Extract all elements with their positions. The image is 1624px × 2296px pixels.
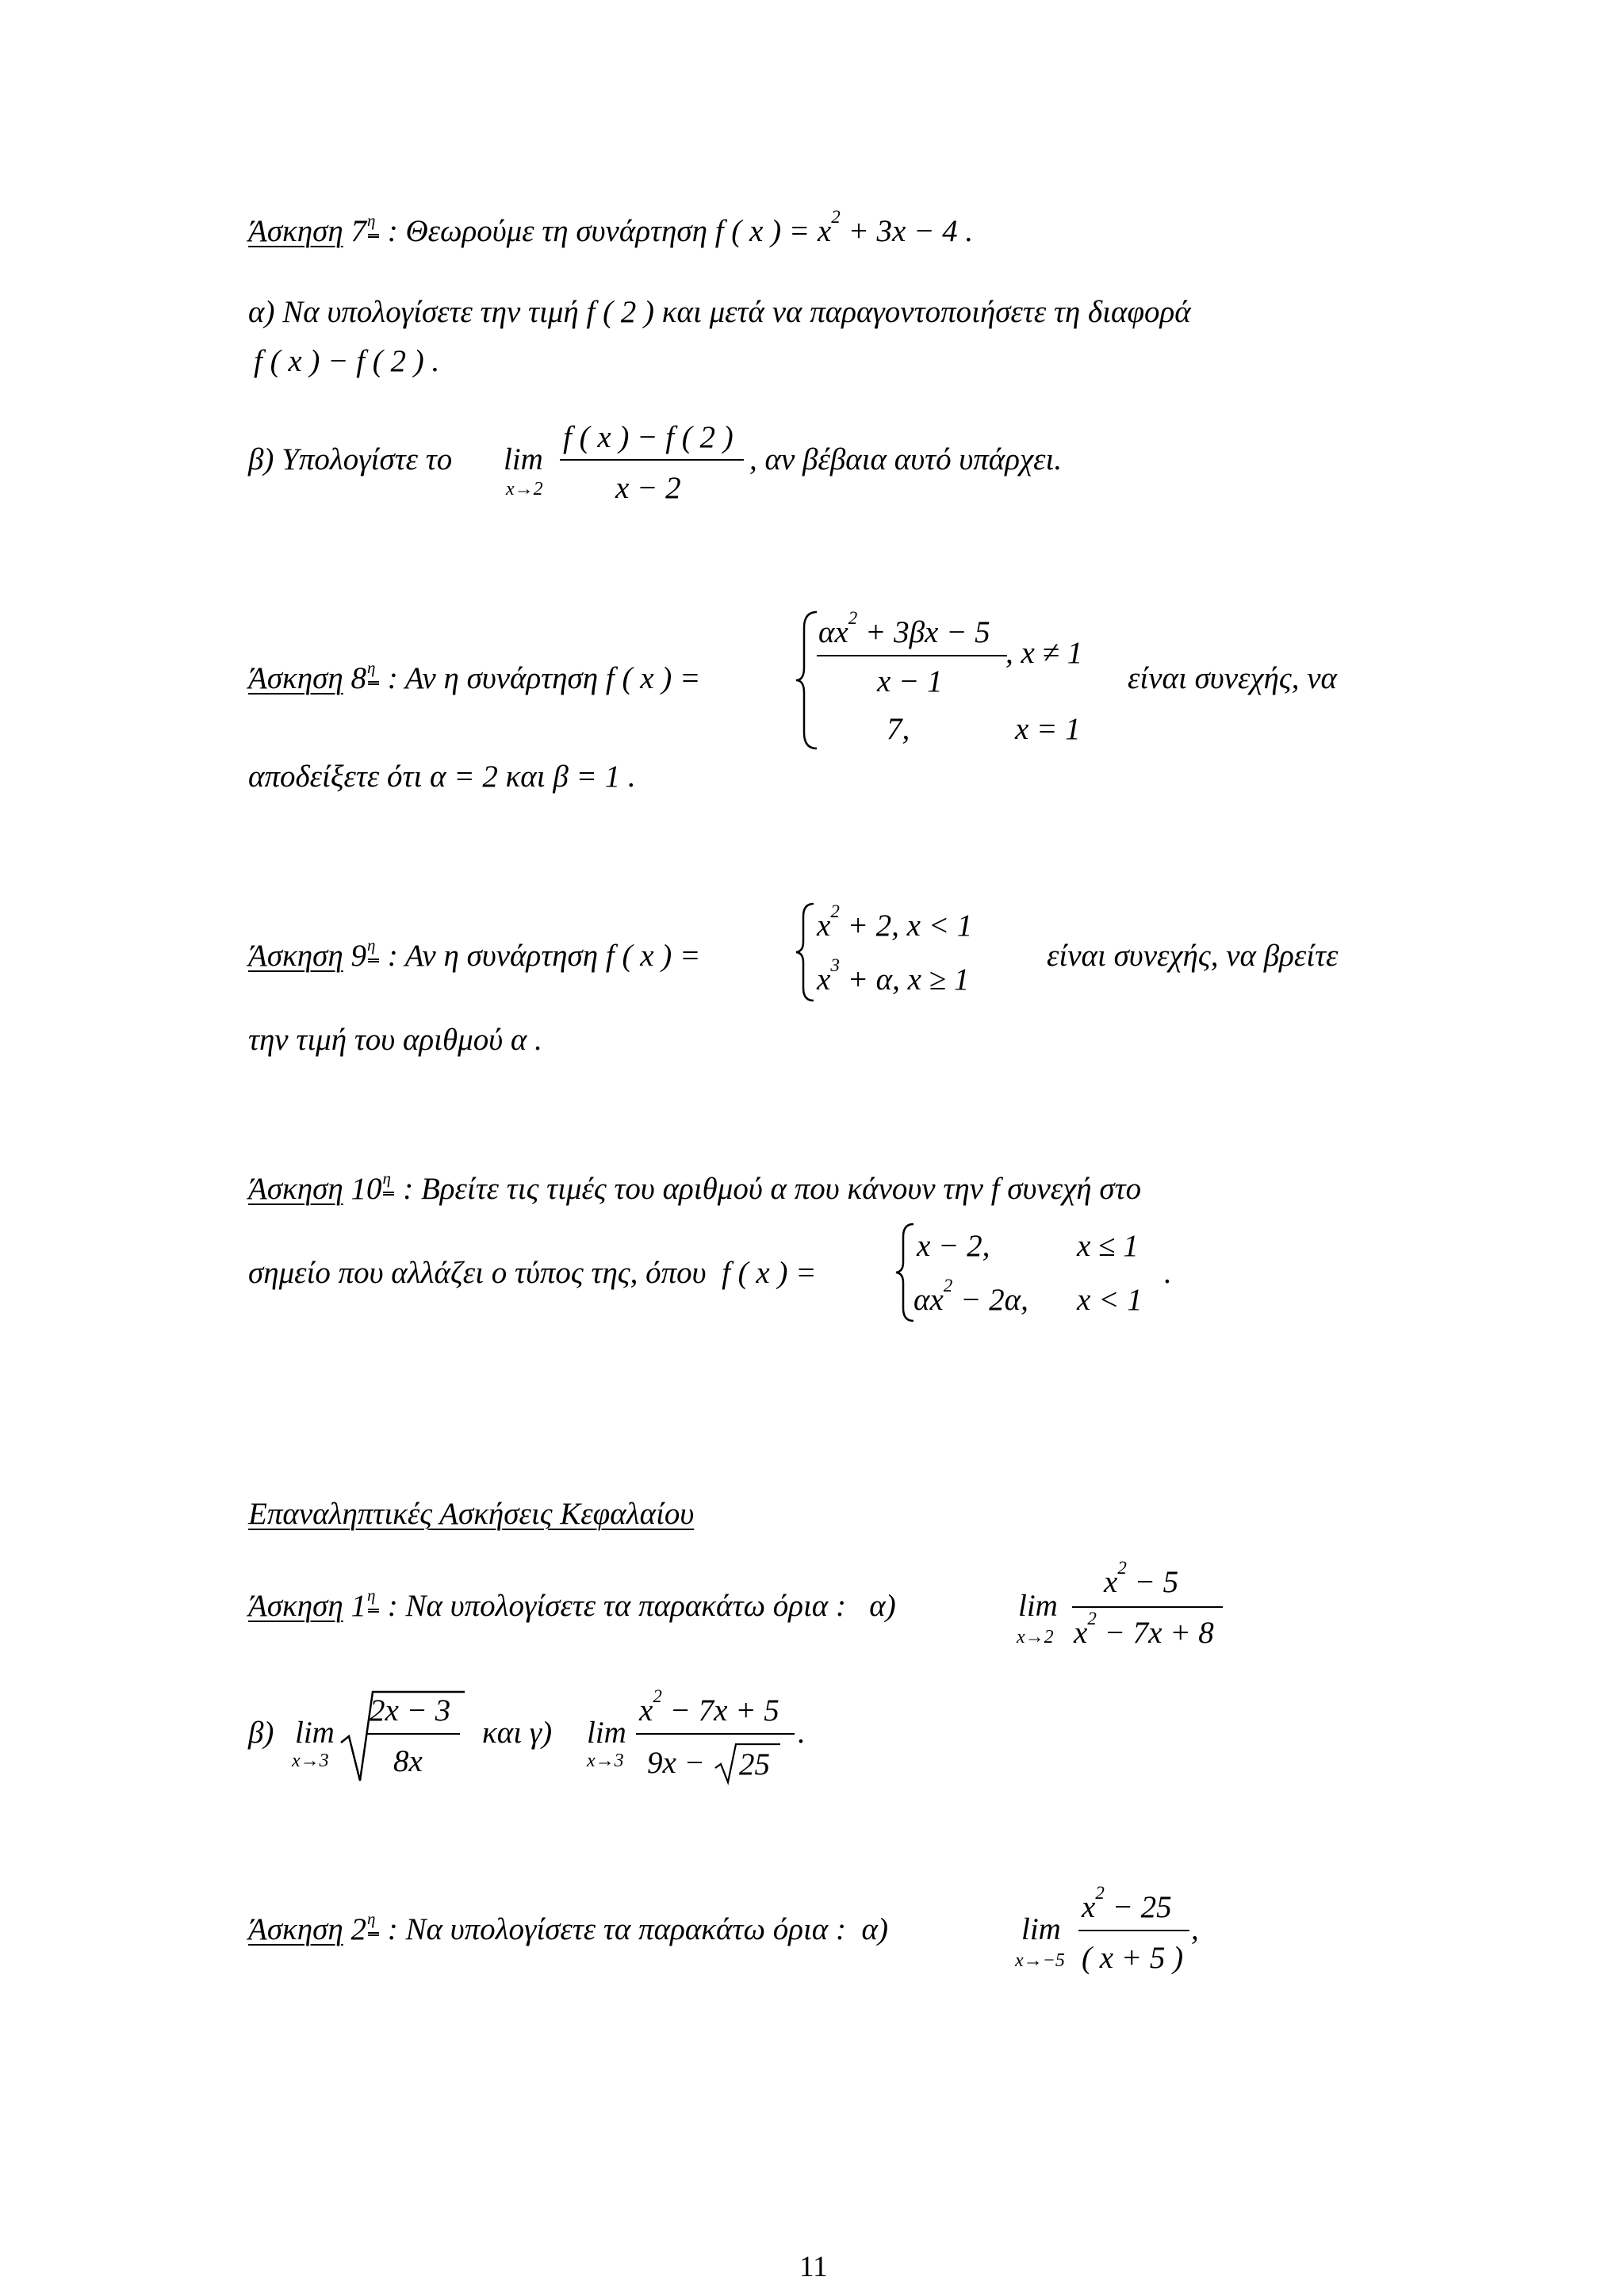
fraction-bar — [636, 1733, 795, 1735]
exercise-label: Άσκηση — [248, 939, 343, 973]
ex8-case1-condition: , x ≠ 1 — [1005, 636, 1083, 670]
review-heading: Επαναληπτικές Ασκήσεις Κεφαλαίου — [248, 1497, 695, 1531]
left-brace — [795, 609, 822, 752]
ex8-number: 8 — [350, 661, 366, 695]
review-ex1-g-numerator: $x^2 - 7x + 5$ — [639, 1686, 779, 1728]
ex8-case2-condition: x = 1 — [1015, 712, 1081, 746]
lim-text: lim — [295, 1716, 335, 1750]
exercise-label: Άσκηση — [248, 1589, 343, 1623]
lim-subscript: x→3 — [292, 1751, 329, 1771]
ex10-case2-condition: x < 1 — [1077, 1283, 1143, 1317]
ex7-fraction-numerator: f ( x ) − f ( 2 ) — [563, 420, 733, 454]
ex8-case2-value: 7, — [887, 712, 910, 746]
ex7-part-b-label: β) Υπολογίστε το — [248, 442, 453, 476]
review-ex2-intro: Να υπολογίσετε τα παρακάτω όρια : — [405, 1912, 846, 1946]
ex8-case1-denominator: x − 1 — [877, 664, 943, 698]
fraction-bar — [366, 1733, 460, 1735]
page-number: 11 — [799, 2251, 828, 2283]
left-brace — [795, 901, 818, 1004]
review-ex1-b-denominator: 8x — [393, 1744, 423, 1778]
exercise-label: Άσκηση — [248, 1172, 343, 1206]
review-ex1-and-g: και γ) — [482, 1716, 553, 1750]
lim-text: lim — [1021, 1912, 1061, 1946]
fraction-bar — [1072, 1606, 1223, 1608]
ordinal-mark: η — [382, 1173, 395, 1197]
review-ex1-g-root-value: 25 — [739, 1747, 770, 1781]
ex10-case2: $\alpha x^2 - 2\alpha$, — [914, 1276, 1028, 1317]
ex10-line2: σημείο που αλλάζει ο τύπος της, όπου f ( x ) = — [248, 1256, 817, 1290]
review-ex2-a-numerator: $x^2 - 25$ — [1082, 1883, 1172, 1924]
review-ex2-a-denominator: ( x + 5 ) — [1082, 1941, 1184, 1975]
ex10-number: 10 — [350, 1172, 382, 1206]
review-ex1-a-label: α) — [869, 1589, 896, 1623]
lim-text: lim — [587, 1716, 626, 1750]
ex7-intro: Θεωρούμε τη συνάρτηση — [405, 214, 707, 248]
fraction-bar — [1078, 1930, 1189, 1931]
lim-subscript: x→−5 — [1015, 1950, 1065, 1971]
ex8-case1-numerator: $\alpha x^2 + 3\beta x - 5$ — [818, 608, 990, 649]
ex10-case1: x − 2, — [917, 1229, 990, 1263]
ex8-line2: αποδείξετε ότι α = 2 και β = 1 . — [248, 760, 636, 794]
ex9-tail: είναι συνεχής, να βρείτε — [1047, 939, 1339, 973]
ex7-part-b-tail: , αν βέβαια αυτό υπάρχει. — [749, 442, 1063, 476]
review-ex2-heading: Άσκηση 2 η : Να υπολογίσετε τα παρακάτω όρια : α) — [248, 1909, 888, 1946]
ex8-heading: Άσκηση 8 η : Αν η συνάρτηση f ( x ) = — [248, 658, 701, 695]
fraction-bar — [817, 655, 1007, 656]
exercise-label: Άσκηση — [248, 1912, 343, 1946]
ex9-line2: την τιμή του αριθμού α . — [248, 1023, 542, 1057]
ordinal-mark: η — [367, 1590, 380, 1614]
review-ex1-a-numerator: $x^2 - 5$ — [1104, 1558, 1179, 1599]
review-ex1-heading: Άσκηση 1 η : Να υπολογίσετε τα παρακάτω όρια : α) — [248, 1586, 896, 1623]
exercise-label: Άσκηση — [248, 214, 343, 248]
exercise-label: Άσκηση — [248, 661, 343, 695]
review-ex2-a-label: α) — [861, 1912, 888, 1946]
ex10-intro: Βρείτε τις τιμές του αριθμού α που κάνουν την f συνεχή στο — [420, 1172, 1142, 1206]
review-ex1-number: 1 — [350, 1589, 366, 1623]
fraction-bar — [560, 459, 744, 461]
review-ex1-intro: Να υπολογίσετε τα παρακάτω όρια : — [405, 1589, 846, 1623]
review-ex2-tail: , — [1191, 1912, 1199, 1946]
ex8-tail: είναι συνεχής, να — [1128, 661, 1337, 695]
ex7-function-tail: + 3x − 4 . — [848, 214, 974, 248]
review-ex1-b-label: β) — [248, 1716, 274, 1750]
ex9-function: f ( x ) = — [605, 939, 701, 973]
ordinal-mark: η — [367, 663, 380, 687]
review-ex1-g-tail: . — [798, 1716, 806, 1750]
ex7-number: 7 — [350, 214, 366, 248]
review-ex2-number: 2 — [350, 1912, 366, 1946]
ex8-function: f ( x ) = — [605, 661, 701, 695]
ex7-part-a-line1: α) Να υπολογίσετε την τιμή f ( 2 ) και μετά να παραγοντοποιήσετε τη διαφορά — [248, 295, 1191, 329]
ex10-case1-condition: x ≤ 1 — [1077, 1229, 1139, 1263]
ex9-intro: Αν η συνάρτηση — [404, 939, 599, 973]
ex9-case2: $x^3 + \alpha$, x ≥ 1 — [817, 955, 970, 997]
ex7-fraction-denominator: x − 2 — [615, 471, 681, 505]
lim-text: lim — [504, 442, 543, 476]
ex9-heading: Άσκηση 9 η : Αν η συνάρτηση f ( x ) = — [248, 936, 701, 973]
ex7-heading: Άσκηση 7 η : Θεωρούμε τη συνάρτηση f ( x ) = $x^2 + 3x - 4$ . — [248, 207, 974, 248]
lim-subscript: x→3 — [587, 1751, 624, 1771]
ex7-part-a-line2: f ( x ) − f ( 2 ) . — [254, 344, 440, 378]
ex7-function: f ( x ) = x — [714, 214, 832, 248]
review-ex1-a-denominator: $x^2 - 7x + 8$ — [1074, 1609, 1214, 1650]
lim-subscript: x→2 — [1017, 1627, 1054, 1647]
ordinal-mark: η — [367, 216, 380, 239]
ex10-period: . — [1164, 1256, 1172, 1290]
ex8-intro: Αν η συνάρτηση — [404, 661, 599, 695]
ordinal-mark: η — [367, 1914, 380, 1938]
ex9-number: 9 — [350, 939, 366, 973]
ex10-heading: Άσκηση 10 η : Βρείτε τις τιμές του αριθμού α που κάνουν την f συνεχή στο — [248, 1169, 1142, 1206]
lim-text: lim — [1018, 1589, 1058, 1623]
lim-subscript: x→2 — [506, 479, 543, 499]
review-ex1-g-denominator: 9x − — [647, 1746, 705, 1780]
ex9-case1: $x^2 + 2$, x < 1 — [817, 901, 973, 943]
review-ex1-b-numerator: 2x − 3 — [370, 1693, 451, 1728]
ex10-function: f ( x ) = — [722, 1256, 817, 1290]
ordinal-mark: η — [367, 940, 380, 964]
